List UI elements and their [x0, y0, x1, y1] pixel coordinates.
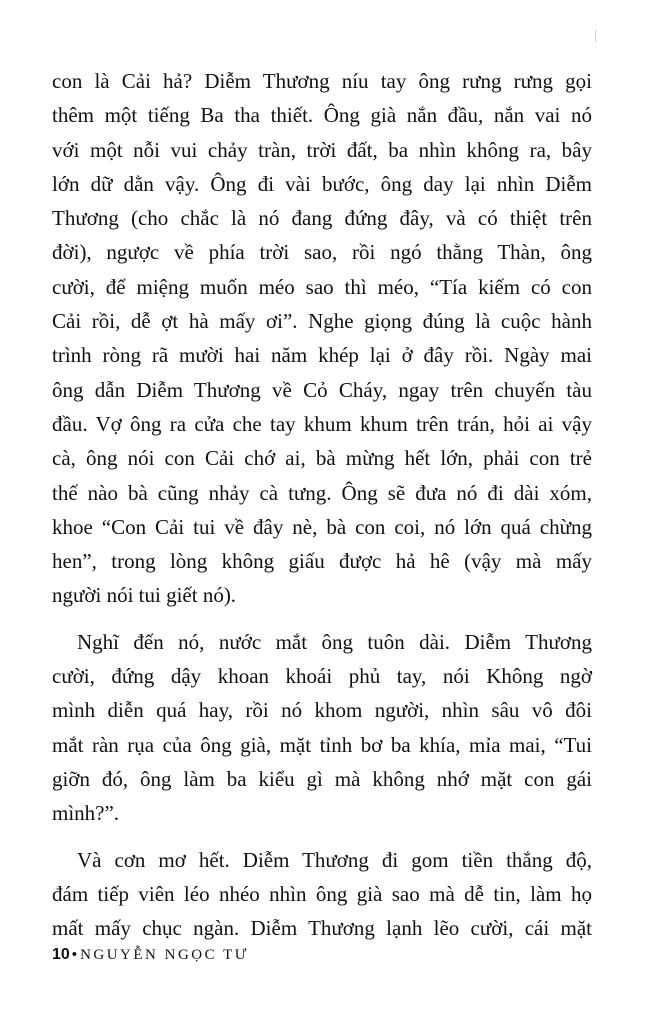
paragraph-1	[52, 64, 592, 613]
text-line: mắt ràn rụa của ông già, mặt tỉnh bơ ba khía, mỉa mai, “Tui	[52, 732, 592, 757]
text-line: con là Cải hả? Diễm Thương níu tay ông rưng rưng gọi	[52, 69, 592, 93]
text-line: hen”, trong lòng không giấu được hả hê (vậy mà mấy	[52, 549, 592, 574]
text-line: mất mấy chục ngàn. Diễm Thương lạnh lẽo cười, cái mặt	[52, 916, 592, 941]
text-line: cười, đứng dậy khoan khoái phủ tay, nói Không ngờ	[52, 664, 592, 689]
text-line: người nói tui giết nó).	[52, 583, 237, 608]
text-line: khoe “Con Cải tui về đây nè, bà con coi, nó lớn quá chừng	[52, 514, 592, 539]
text-line: thế nào bà cũng nhảy cà tưng. Ông sẽ đưa nó đi dài xóm,	[52, 480, 592, 505]
footer-separator: •	[71, 947, 78, 963]
page-number: 10	[52, 946, 70, 963]
text-line: mình diễn quá hay, rồi nó khom người, nhìn sâu vô đôi	[52, 698, 592, 723]
scan-mark	[595, 30, 596, 42]
text-line: trình ròng rã mười hai năm khép lại ở đây rồi. Ngày mai	[52, 343, 592, 368]
text-line: cà, ông nói con Cải chớ ai, bà mừng hết lớn, phải con trẻ	[52, 446, 592, 471]
text-line: Nghĩ đến nó, nước mắt ông tuôn dài. Diễm Thương	[77, 629, 592, 654]
text-line: thêm một tiếng Ba tha thiết. Ông già nắn đầu, nắn vai nó	[52, 103, 592, 128]
text-line: giỡn đó, ông làm ba kiểu gì mà không nhớ mặt con gái	[52, 766, 592, 791]
text-line: với một nỗi vui chảy tràn, trời đất, ba nhìn không ra, bây	[52, 137, 592, 162]
body-text	[52, 64, 592, 945]
text-line: đời), ngược về phía trời sao, rồi ngó thằng Thàn, ông	[52, 240, 592, 265]
text-line: ông dẫn Diễm Thương về Cỏ Cháy, ngay trên chuyến tàu	[52, 377, 592, 402]
text-line: Thương (cho chắc là nó đang đứng đây, và có thiệt trên	[52, 206, 592, 231]
text-line: Cải rồi, dễ ợt hà mấy ơi”. Nghe giọng đúng là cuộc hành	[52, 309, 592, 334]
author-name: NGUYỄN NGỌC TƯ	[80, 947, 249, 963]
text-line: đám tiếp viên léo nhéo nhìn ông già sao mà dễ tin, làm họ	[52, 881, 592, 906]
page-footer	[52, 943, 249, 967]
text-line: lớn dữ dằn vậy. Ông đi vài bước, ông day lại nhìn Diễm	[52, 171, 592, 196]
text-line: cười, để miệng muốn méo sao thì méo, “Tía kiếm có con	[52, 274, 592, 299]
text-line: mình?”.	[52, 801, 120, 826]
text-line: đầu. Vợ ông ra cửa che tay khum khum trên trán, hỏi ai vậy	[52, 411, 592, 436]
paragraph-3	[52, 843, 592, 946]
text-line: Và cơn mơ hết. Diễm Thương đi gom tiền thắng độ,	[77, 847, 592, 872]
paragraph-2	[52, 625, 592, 831]
